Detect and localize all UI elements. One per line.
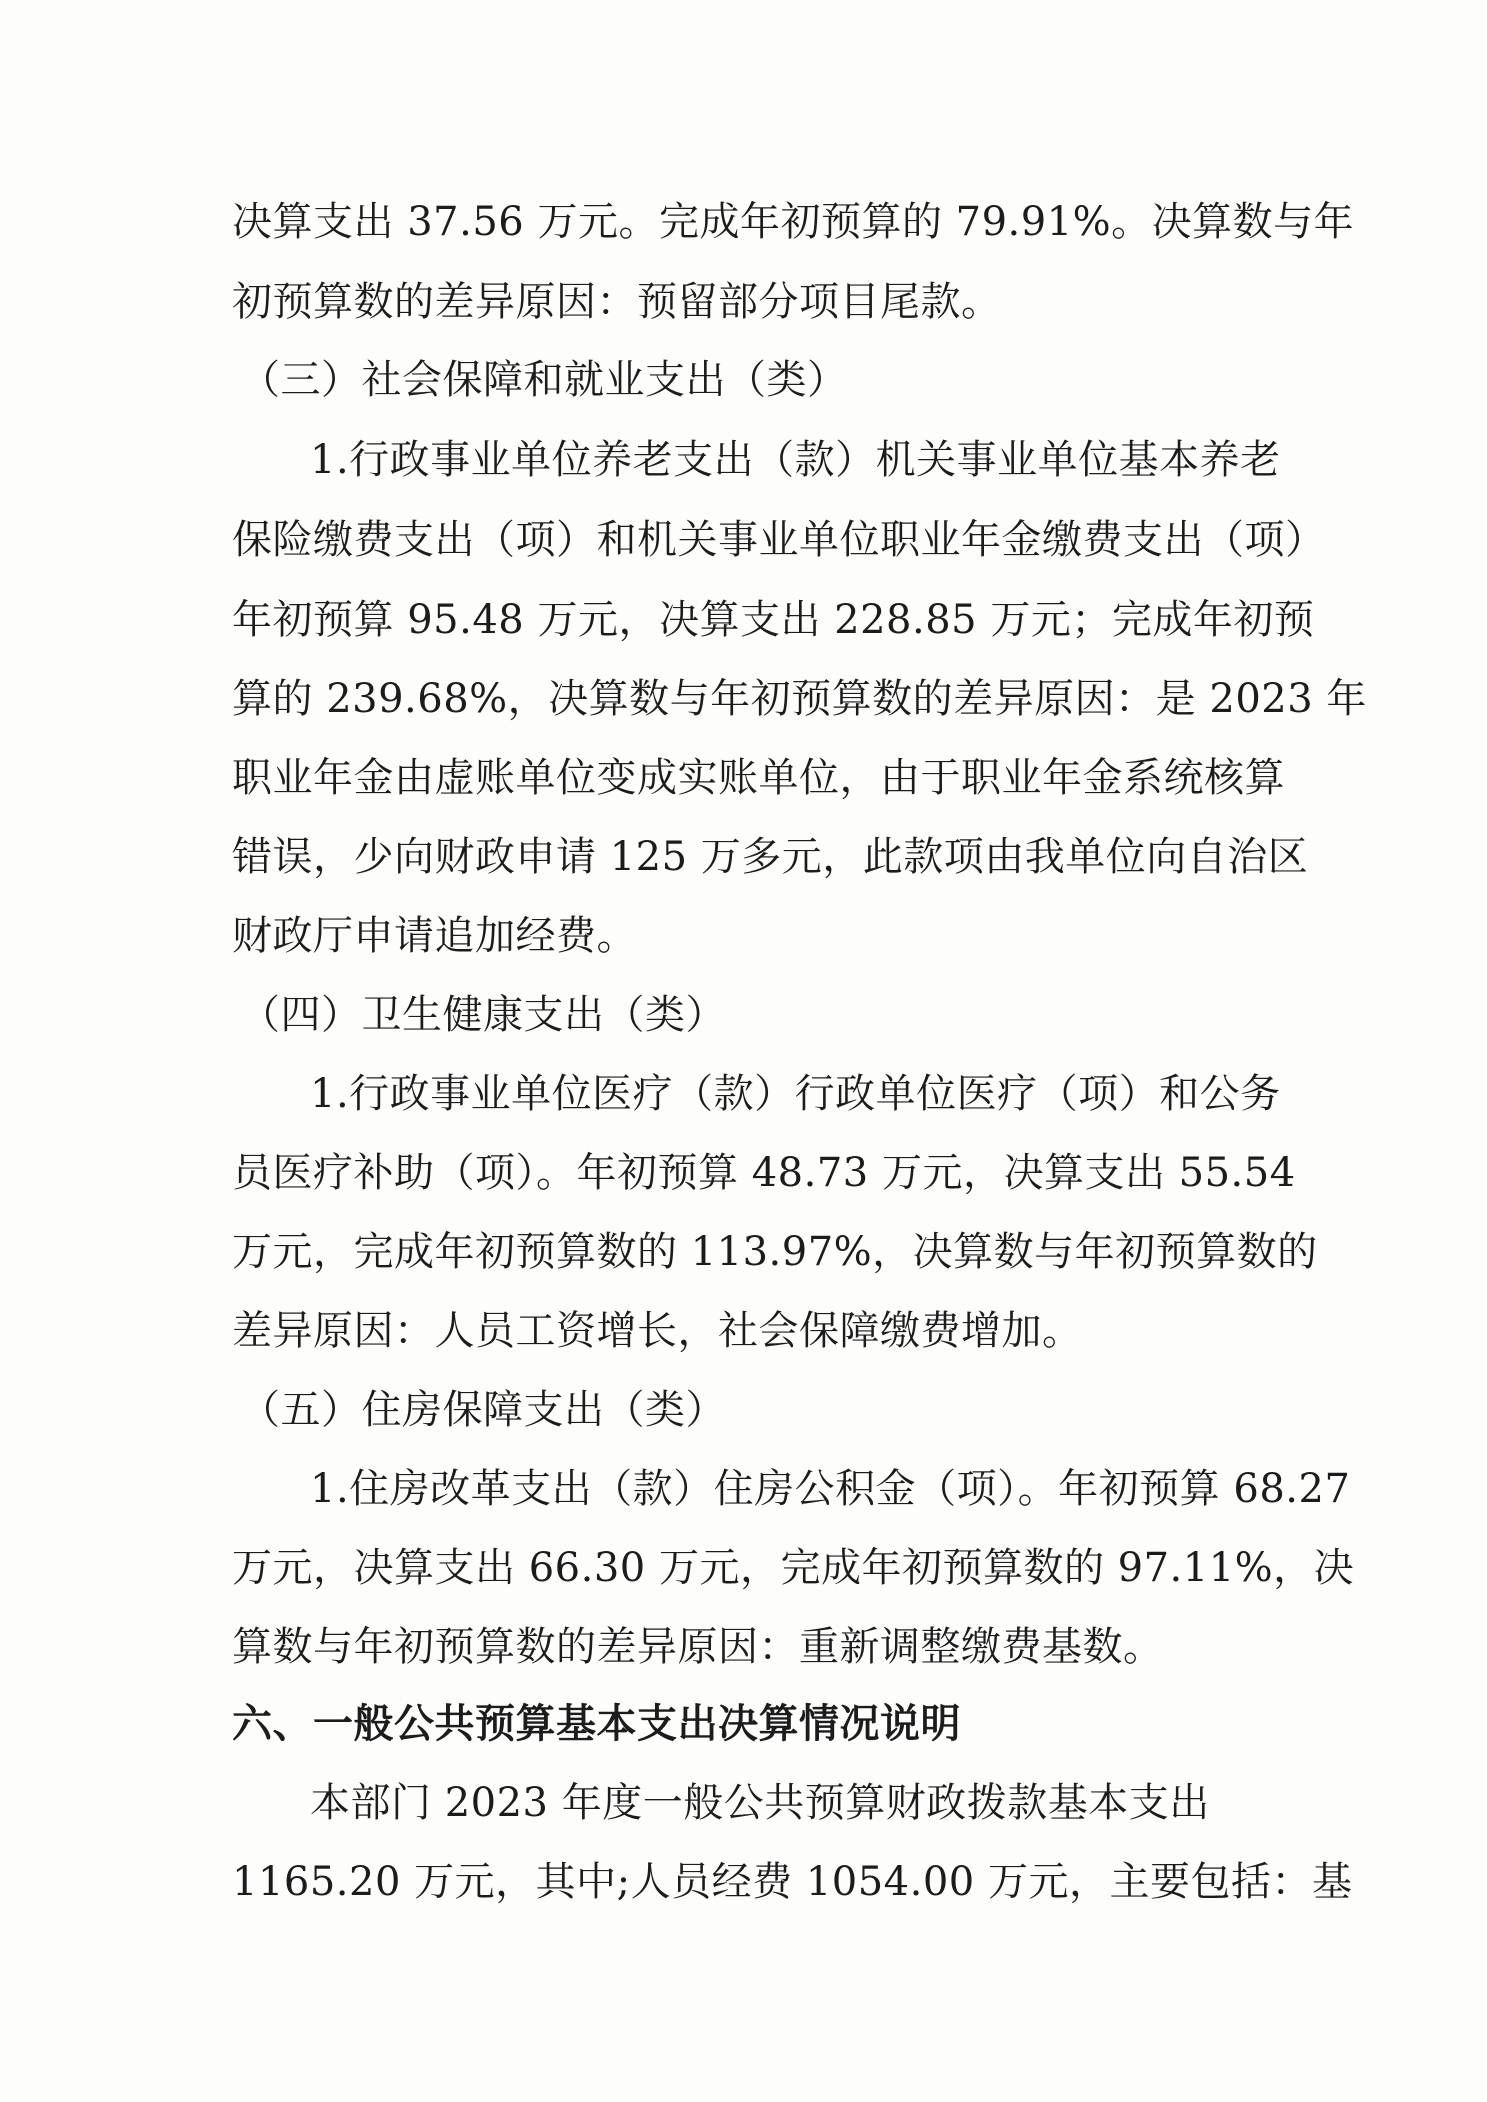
text-line-12: 1.行政事业单位医疗（款）行政单位医疗（项）和公务 xyxy=(310,1071,1281,1117)
text-line-6: 年初预算 95.48 万元，决算支出 228.85 万元；完成年初预 xyxy=(232,597,1315,643)
text-line-15: 差异原因：人员工资增长，社会保障缴费增加。 xyxy=(232,1308,1083,1354)
text-line-14: 万元，完成年初预算数的 113.97%，决算数与年初预算数的 xyxy=(232,1229,1318,1275)
text-line-13: 员医疗补助（项）。年初预算 48.73 万元，决算支出 55.54 xyxy=(232,1150,1296,1196)
text-line-8: 职业年金由虚账单位变成实账单位，由于职业年金系统核算 xyxy=(232,755,1285,801)
text-line-19: 算数与年初预算数的差异原因：重新调整缴费基数。 xyxy=(232,1624,1164,1670)
text-line-21: 本部门 2023 年度一般公共预算财政拨款基本支出 xyxy=(310,1780,1210,1826)
text-line-2: 初预算数的差异原因：预留部分项目尾款。 xyxy=(232,279,1002,325)
text-line-17: 1.住房改革支出（款）住房公积金（项）。年初预算 68.27 xyxy=(310,1466,1351,1512)
text-line-18: 万元，决算支出 66.30 万元，完成年初预算数的 97.11%，决 xyxy=(232,1545,1355,1591)
text-line-7: 算的 239.68%，决算数与年初预算数的差异原因：是 2023 年 xyxy=(232,676,1367,722)
subheading-health: （四）卫生健康支出（类） xyxy=(240,992,726,1038)
text-line-5: 保险缴费支出（项）和机关事业单位职业年金缴费支出（项） xyxy=(232,517,1326,563)
section-heading-basic-expenditure: 六、一般公共预算基本支出决算情况说明 xyxy=(232,1701,961,1747)
text-line-22: 1165.20 万元，其中;人员经费 1054.00 万元，主要包括：基 xyxy=(232,1859,1353,1905)
text-line-4: 1.行政事业单位养老支出（款）机关事业单位基本养老 xyxy=(310,437,1281,483)
text-line-10: 财政厅申请追加经费。 xyxy=(232,913,637,959)
text-line-1: 决算支出 37.56 万元。完成年初预算的 79.91%。决算数与年 xyxy=(232,199,1355,245)
text-line-9: 错误，少向财政申请 125 万多元，此款项由我单位向自治区 xyxy=(232,834,1309,880)
subheading-social-security: （三）社会保障和就业支出（类） xyxy=(240,357,848,403)
subheading-housing: （五）住房保障支出（类） xyxy=(240,1387,726,1433)
